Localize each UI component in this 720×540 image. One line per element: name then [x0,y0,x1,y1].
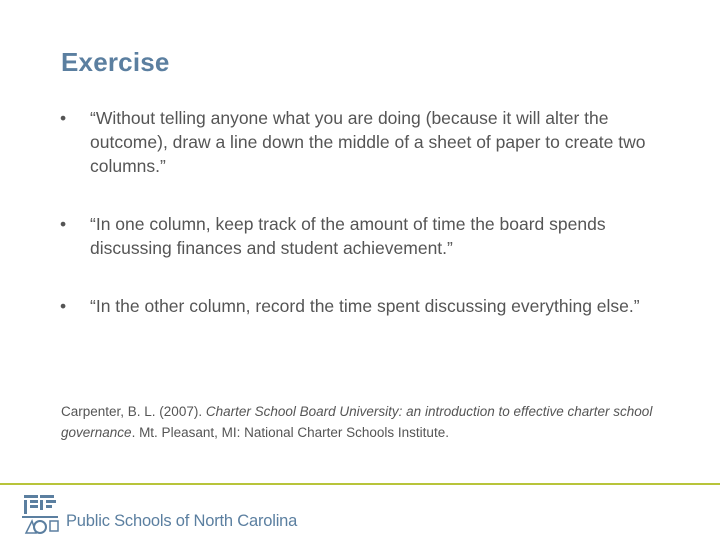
bullet-marker: • [60,296,67,316]
organization-name: Public Schools of North Carolina [66,511,298,530]
slide-title: Exercise [61,47,170,77]
bullet-text: “In one column, keep track of the amount of time the board spends discussing finances and student achievement.” [90,214,606,258]
bullet-item [60,212,680,260]
bullet-item [60,106,680,178]
citation-title: Charter School Board University: an introduction to effective charter school governance [61,404,653,440]
citation-prefix: Carpenter, B. L. (2007). [61,404,206,419]
bullet-list [60,106,680,352]
bullet-marker: • [60,214,67,234]
footer-divider [0,483,720,485]
bullet-marker: • [60,108,67,128]
bullet-text: “Without telling anyone what you are doing (because it will alter the outcome), draw a line down the middle of a sheet of paper to create two columns.” [90,108,646,176]
citation-suffix: . Mt. Pleasant, MI: National Charter Schools Institute. [131,425,449,440]
bullet-item [60,294,680,318]
bullet-text: “In the other column, record the time spent discussing everything else.” [90,296,640,316]
footer [20,492,297,536]
nc-public-schools-logo-icon [20,493,62,535]
citation [61,401,661,443]
